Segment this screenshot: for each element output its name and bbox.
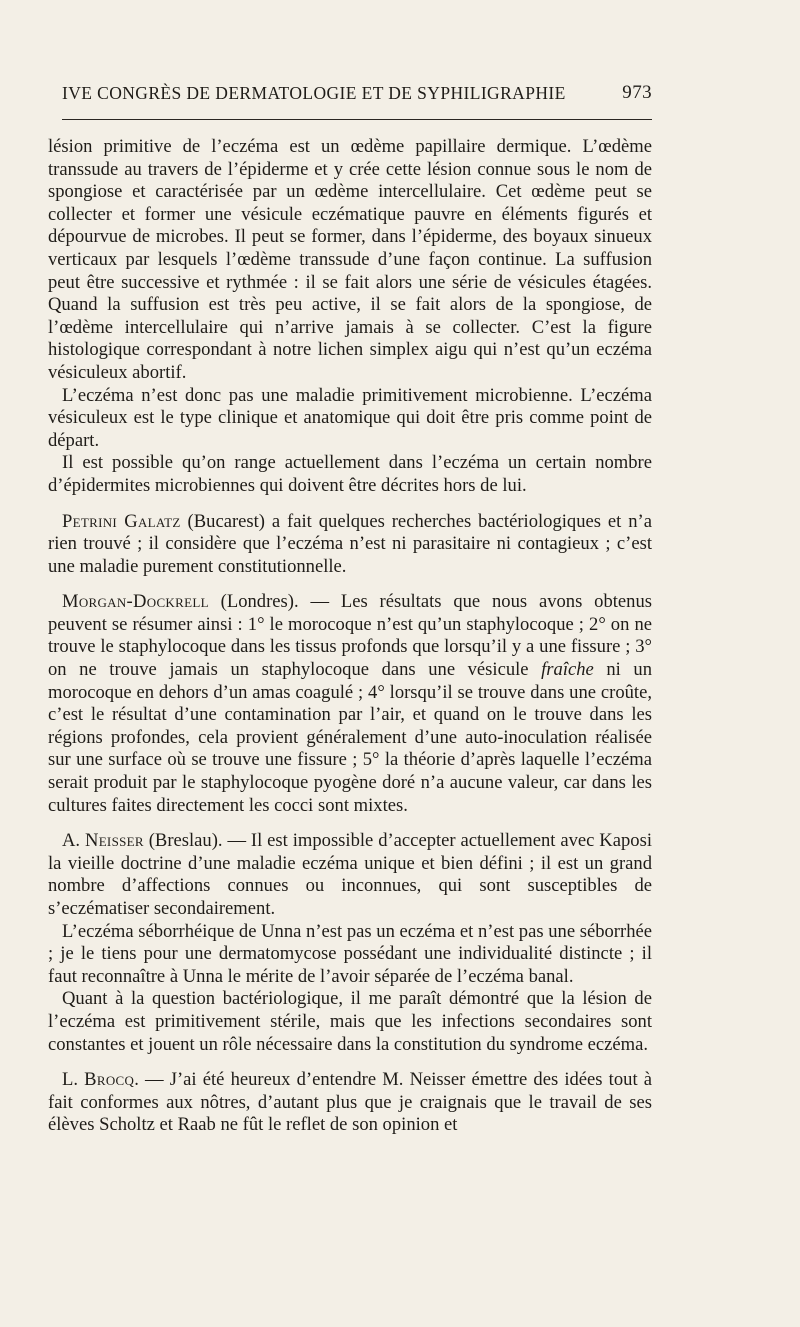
paragraph-text: (Londres). — Les résultats que nous avons obtenus peuvent se résumer ainsi : 1° le morocoque n’est qu’un staphylocoque ; 2° on ne trouve le staphylocoque dans les tissus profonds que lorsqu’il y a une fissure ; 3° on ne trouve jamais un staphylocoque dans une vésicule [48,591,652,681]
paragraph-morgan [48,591,652,817]
speaker-initial: L. [62,1069,85,1091]
paragraph-text: (Bucarest) a fait quelques recherches bactériologiques et n’a rien trouvé ; il considère que l’eczéma n’est ni parasitaire ni contagieux ; c’est une maladie purement constitutionnelle. [48,510,652,577]
body-text [48,136,652,1137]
speaker-name: Neisser [84,830,144,852]
paragraph-neisser [48,830,652,920]
paragraph-brocq [48,1069,652,1137]
paragraph-continuation: lésion primitive de l’eczéma est un œdème papillaire dermique. L’œdème transsude au travers de l’épiderme et y crée cette lésion connue sous le nom de spongiose et caractérisée par un œdème intercellulaire. Cet œdème peut se collecter et former une vésicule eczématique pauvre en éléments figurés et dépourvue de microbes. Il peut se former, dans l’épiderme, des boyaux sinueux verticaux par lesquels l’œdème transsude d’une façon continue. La suffusion peut être successive et rythmée : il se fait alors une série de vésicules étagées. Quand la suffusion est très peu active, il se fait alors de la spongiose, de l’œdème intercellulaire qui n’arrive jamais à se collecter. C’est la figure histologique correspondant à notre lichen simplex aigu qui n’est qu’un eczéma vésiculeux abortif. [48,136,652,383]
paragraph-petrini [48,511,652,579]
paragraph: L’eczéma n’est donc pas une maladie primitivement microbienne. L’eczéma vésiculeux est le type clinique et anatomique qui doit être pris comme point de départ. [48,384,652,451]
paragraph-text: . — J’ai été heureux d’entendre M. Neisser émettre des idées tout à fait conformes aux nôtres, d’autant plus que je craignais que le travail de ses élèves Scholtz et Raab ne fût le reflet de son opinion et [48,1069,653,1136]
speaker-name: Petrini Galatz [62,510,181,532]
speaker-name: Brocq [84,1069,135,1091]
speaker-initial: A. [62,830,85,852]
speaker-name: Morgan-Dockrell [62,591,209,613]
header-rule [62,119,652,120]
page-number: 973 [622,82,652,103]
italic-word: fraîche [541,659,594,681]
running-title: IVE CONGRÈS DE DERMATOLOGIE ET DE SYPHILIGRAPHIE [62,83,566,103]
paragraph: Quant à la question bactériologique, il me paraît démontré que la lésion de l’eczéma est primitivement stérile, mais que les infections secondaires sont constantes et jouent un rôle nécessaire dans la constitution du syndrome eczéma. [48,988,652,1055]
running-header [62,80,652,110]
paragraph: Il est possible qu’on range actuellement dans l’eczéma un certain nombre d’épidermites microbiennes qui doivent être décrites hors de lui. [48,452,652,496]
paragraph-text: ni un morocoque en dehors d’un amas coagulé ; 4° lorsqu’il se trouve dans une croûte, c’est le résultat d’une contamination par l’air, et quand on le trouve dans les régions profondes, cela provient généralement d’une auto-inoculation réalisée sur une surface où se trouve une fissure ; 5° la théorie d’après laquelle l’eczéma serait produit par le staphylocoque pyogène doré n’a aucune valeur, car dans les cultures faites directement les cocci sont mixtes. [48,659,652,816]
paragraph: L’eczéma séborrhéique de Unna n’est pas un eczéma et n’est pas une séborrhée ; je le tiens pour une dermatomycose possédant une individualité distincte ; il faut reconnaître à Unna le mérite de l’avoir séparée de l’eczéma banal. [48,920,652,987]
paragraph-text: (Breslau). — Il est impossible d’accepter actuellement avec Kaposi la vieille doctrine d’une maladie eczéma unique et bien défini ; il est un grand nombre d’affections connues ou inconnues, qui sont susceptibles de s’eczématiser secondairement. [48,830,652,919]
